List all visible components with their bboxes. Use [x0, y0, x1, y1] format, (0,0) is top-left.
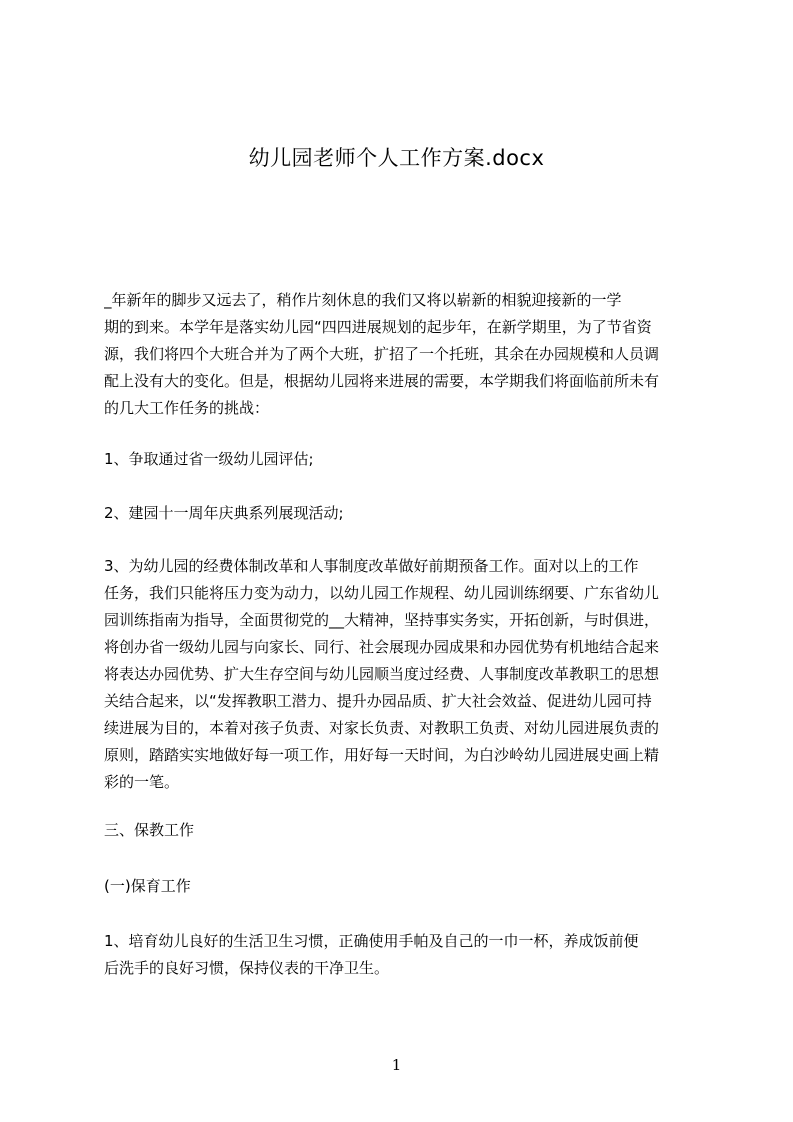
text-line: 续进展为目的，本着对孩子负责、对家长负责、对教职工负责、对幼儿园进展负责的 [104, 719, 660, 737]
text-line: 期的到来。本学年是落实幼儿园“四四进展规划的起步年，在新学期里，为了节省资 [104, 318, 652, 336]
text-line: 园训练指南为指导，全面贯彻党的__大精神，坚持事实务实，开拓创新，与时俱进， [104, 611, 660, 629]
text-line: 任务，我们只能将压力变为动力，以幼儿园工作规程、幼儿园训练纲要、广东省幼儿 [104, 584, 660, 602]
text-line: 配上没有大的变化。但是，根据幼儿园将来进展的需要，本学期我们将面临前所未有 [104, 372, 660, 390]
task-item-2 [104, 500, 704, 527]
text-line: 1、争取通过省一级幼儿园评估; [104, 450, 314, 468]
page-number: 1 [391, 1056, 402, 1074]
intro-paragraph [104, 287, 704, 422]
care-item-1-paragraph [104, 928, 704, 982]
document-title: 幼儿园老师个人工作方案.docx [248, 146, 545, 170]
text-line: 将表达办园优势、扩大生存空间与幼儿园顺当度过经费、人事制度改革教职工的思想 [104, 665, 660, 683]
text-line: 将创办省一级幼儿园与向家长、同行、社会展现办园成果和办园优势有机地结合起来 [104, 638, 660, 656]
task-item-3-paragraph [104, 553, 704, 796]
text-line: 1、培育幼儿良好的生活卫生习惯，正确使用手帕及自己的一巾一杯，养成饭前便 [104, 932, 639, 950]
text-line: 的几大工作任务的挑战： [104, 399, 270, 417]
text-line: 3、为幼儿园的经费体制改革和人事制度改革做好前期预备工作。面对以上的工作 [104, 557, 639, 575]
text-line: 三、保教工作 [104, 821, 195, 839]
text-line: 源，我们将四个大班合并为了两个大班，扩招了一个托班，其余在办园规模和人员调 [104, 345, 660, 363]
text-line: 后洗手的良好习惯，保持仪表的干净卫生。 [104, 959, 390, 977]
task-item-1 [104, 446, 704, 473]
text-line: 原则，踏踏实实地做好每一项工作，用好每一天时间，为白沙岭幼儿园进展史画上精 [104, 746, 660, 764]
text-line: 2、建园十一周年庆典系列展现活动; [104, 504, 344, 522]
section-heading [104, 817, 704, 844]
text-line: 关结合起来，以“发挥教职工潜力、提升办园品质、扩大社会效益、促进幼儿园可持 [104, 692, 652, 710]
text-line: 彩的一笔。 [104, 773, 180, 791]
text-line: _年新年的脚步又远去了，稍作片刻休息的我们又将以崭新的相貌迎接新的一学 [104, 291, 622, 309]
text-line: (一)保育工作 [104, 877, 191, 895]
subsection-heading [104, 873, 704, 900]
